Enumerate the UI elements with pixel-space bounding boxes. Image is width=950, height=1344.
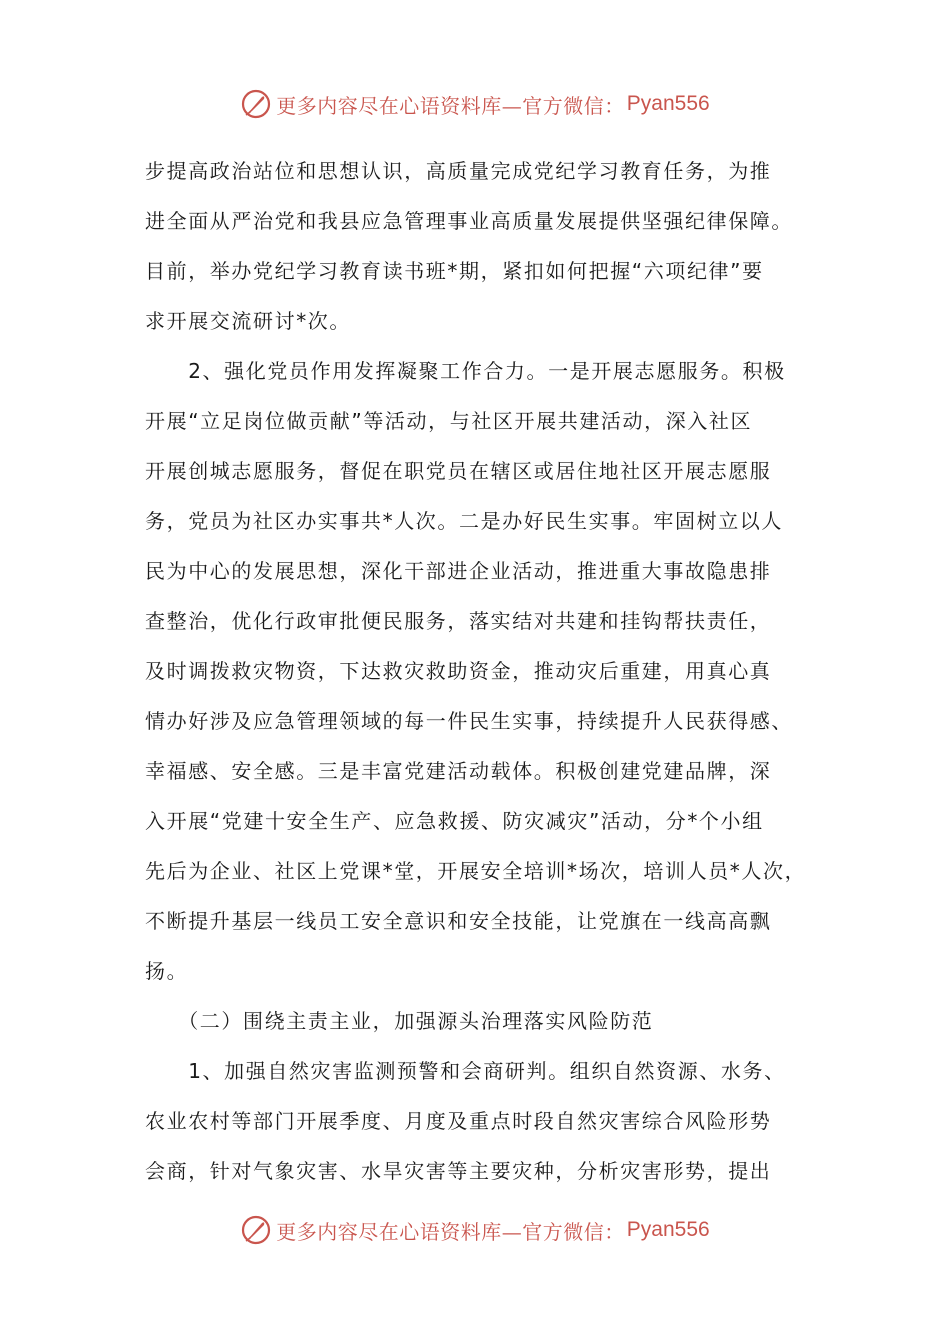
text-line: 1、加强自然灾害监测预警和会商研判。组织自然资源、水务、 [145,1059,786,1083]
text-line: 务，党员为社区办实事共*人次。二是办好民生实事。牢固树立以人 [145,509,783,533]
text-line: 目前，举办党纪学习教育读书班*期，紧扣如何把握“六项纪律”要 [145,259,764,283]
text-line: 步提高政治站位和思想认识，高质量完成党纪学习教育任务，为推 [145,159,772,183]
text-line: 扬。 [145,959,189,983]
text-line: 民为中心的发展思想，深化干部进企业活动，推进重大事故隐患排 [145,559,772,583]
watermark-wechat-id: Pyan556 [626,92,710,115]
section-heading: （二）围绕主责主业，加强源头治理落实风险防范 [145,1009,654,1033]
text-line: 情办好涉及应急管理领域的每一件民生实事，持续提升人民获得感、 [145,709,793,733]
text-line: 开展创城志愿服务，督促在职党员在辖区或居住地社区开展志愿服 [145,459,772,483]
text-line: 开展“立足岗位做贡献”等活动，与社区开展共建活动，深入社区 [145,409,753,433]
text-line: 幸福感、安全感。三是丰富党建活动载体。积极创建党建品牌，深 [145,759,772,783]
document-body [145,146,815,1196]
watermark-footer [0,1210,950,1250]
watermark-wechat-id: Pyan556 [626,1218,710,1241]
text-line: 进全面从严治党和我县应急管理事业高质量发展提供坚强纪律保障。 [145,209,793,233]
text-line: 会商，针对气象灾害、水旱灾害等主要灾种，分析灾害形势，提出 [145,1159,772,1183]
text-line: 及时调拨救灾物资，下达救灾救助资金，推动灾后重建，用真心真 [145,659,772,683]
watermark-text: 更多内容尽在心语资料库—官方微信： [276,93,625,118]
watermark-text: 更多内容尽在心语资料库—官方微信： [276,1219,625,1244]
quill-pen-logo-icon [240,88,272,120]
text-line: 先后为企业、社区上党课*堂，开展安全培训*场次，培训人员*人次， [145,859,807,883]
text-line: 求开展交流研讨*次。 [145,309,351,333]
text-line: 查整治，优化行政审批便民服务，落实结对共建和挂钩帮扶责任， [145,609,772,633]
text-line: 入开展“党建十安全生产、应急救援、防灾减灾”活动，分*个小组 [145,809,764,833]
text-line: 2、强化党员作用发挥凝聚工作合力。一是开展志愿服务。积极 [145,359,786,383]
text-line: 不断提升基层一线员工安全意识和安全技能，让党旗在一线高高飘 [145,909,772,933]
watermark-header [0,84,950,124]
text-line: 农业农村等部门开展季度、月度及重点时段自然灾害综合风险形势 [145,1109,772,1133]
quill-pen-logo-icon [240,1214,272,1246]
